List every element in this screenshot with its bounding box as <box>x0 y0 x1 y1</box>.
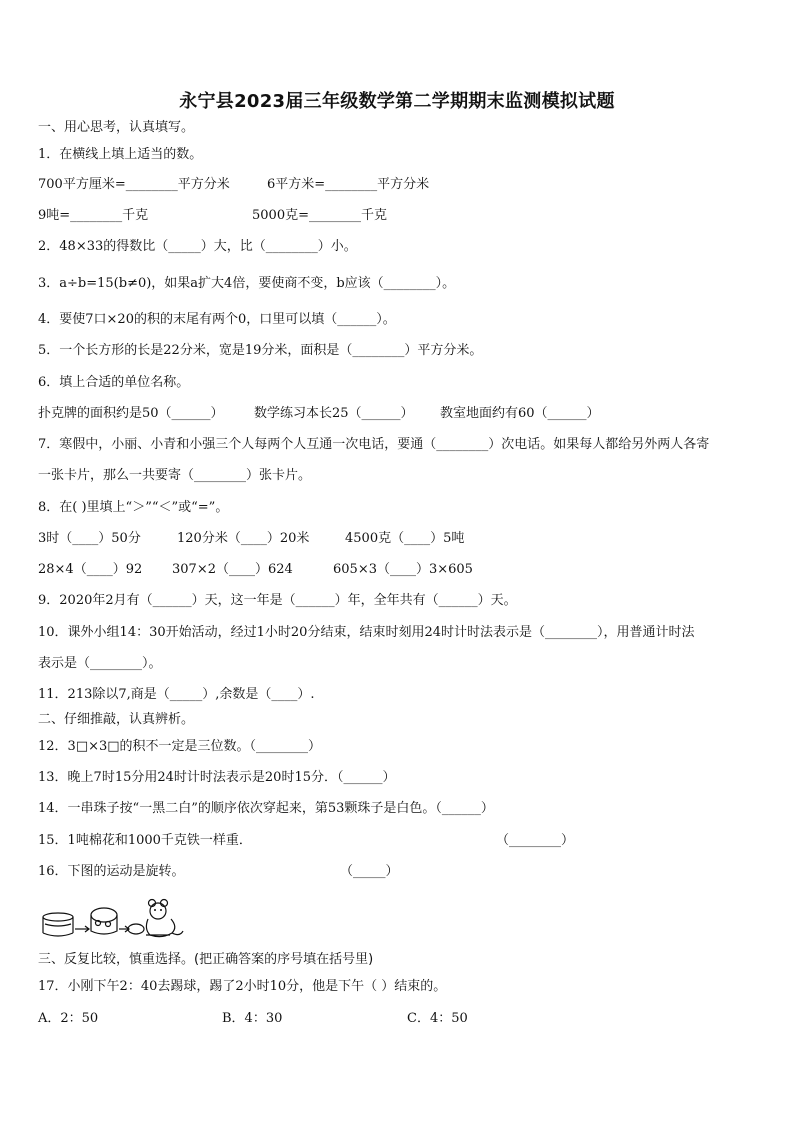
question-9: 9．2020年2月有（______）天，这一年是（______）年，全年共有（______）天。 <box>38 593 517 608</box>
question-1-blank-b: 6平方米=________平方分米 <box>267 177 430 192</box>
question-1: 1．在横线上填上适当的数。 <box>38 147 203 162</box>
section-3-heading: 三、反复比较，慎重选择。(把正确答案的序号填在括号里) <box>38 952 374 967</box>
question-8-item-f: 605×3（____）3×605 <box>333 562 473 577</box>
question-7-line-1: 7．寒假中，小丽、小青和小强三个人每两个人互通一次电话，要通（________）次电话。如果每人都给另外两人各寄 <box>38 437 710 452</box>
question-7-line-2: 一张卡片，那么一共要寄（________）张卡片。 <box>38 468 312 483</box>
question-14: 14．一串珠子按“一黑二白”的顺序依次穿起来，第53颗珠子是白色。（______） <box>38 801 494 816</box>
question-17-option-c: C．4：50 <box>407 1011 468 1026</box>
question-11: 11．213除以7,商是（_____）,余数是（____）. <box>38 687 315 702</box>
question-1-blank-a: 700平方厘米=________平方分米 <box>38 177 230 192</box>
question-8-item-a: 3时（____）50分 <box>38 531 141 546</box>
question-15-answer-blank: （________） <box>496 833 575 848</box>
page-title: 永宁县2023届三年级数学第二学期期末监测模拟试题 <box>179 91 615 112</box>
question-1-blank-c: 9吨=________千克 <box>38 208 149 223</box>
question-8: 8．在( )里填上“＞”“＜”或“=”。 <box>38 500 229 515</box>
question-16: 16．下图的运动是旋转。 <box>38 864 185 879</box>
question-8-item-e: 307×2（____）624 <box>172 562 293 577</box>
question-17: 17．小刚下午2：40去踢球，踢了2小时10分，他是下午（ ）结束的。 <box>38 979 447 994</box>
rotation-illustration <box>40 897 185 943</box>
question-4: 4．要使7口×20的积的末尾有两个0，口里可以填（______）。 <box>38 312 396 327</box>
question-13: 13．晚上7时15分用24时计时法表示是20时15分．（______） <box>38 770 396 785</box>
question-6: 6．填上合适的单位名称。 <box>38 375 190 390</box>
question-17-option-a: A．2：50 <box>38 1011 99 1026</box>
question-16-answer-blank: （_____） <box>340 864 399 879</box>
question-1-blank-d: 5000克=________千克 <box>252 208 387 223</box>
question-15: 15．1吨棉花和1000千克铁一样重． <box>38 833 252 848</box>
question-8-item-b: 120分米（____）20米 <box>177 531 310 546</box>
question-6-blank-b: 数学练习本长25（______） <box>254 406 414 421</box>
question-12: 12．3□×3□的积不一定是三位数。（________） <box>38 739 322 754</box>
section-1-heading: 一、用心思考，认真填写。 <box>38 120 195 135</box>
question-6-blank-c: 教室地面约有60（______） <box>440 406 600 421</box>
question-17-option-b: B．4：30 <box>222 1011 283 1026</box>
question-5: 5．一个长方形的长是22分米，宽是19分米，面积是（________）平方分米。 <box>38 343 483 358</box>
section-2-heading: 二、仔细推敲，认真辨析。 <box>38 712 195 727</box>
question-8-item-d: 28×4（____）92 <box>38 562 143 577</box>
question-6-blank-a: 扑克牌的面积约是50（______） <box>38 406 224 421</box>
question-8-item-c: 4500克（____）5吨 <box>345 531 465 546</box>
question-2: 2．48×33的得数比（_____）大，比（________）小。 <box>38 239 357 254</box>
question-10-line-2: 表示是（________）。 <box>38 656 162 671</box>
question-3: 3．a÷b=15(b≠0)，如果a扩大4倍，要使商不变，b应该（________）。 <box>38 276 456 291</box>
question-10-line-1: 10．课外小组14：30开始活动，经过1小时20分结束，结束时刻用24时计时法表示是（________），用普通计时法 <box>38 625 695 640</box>
